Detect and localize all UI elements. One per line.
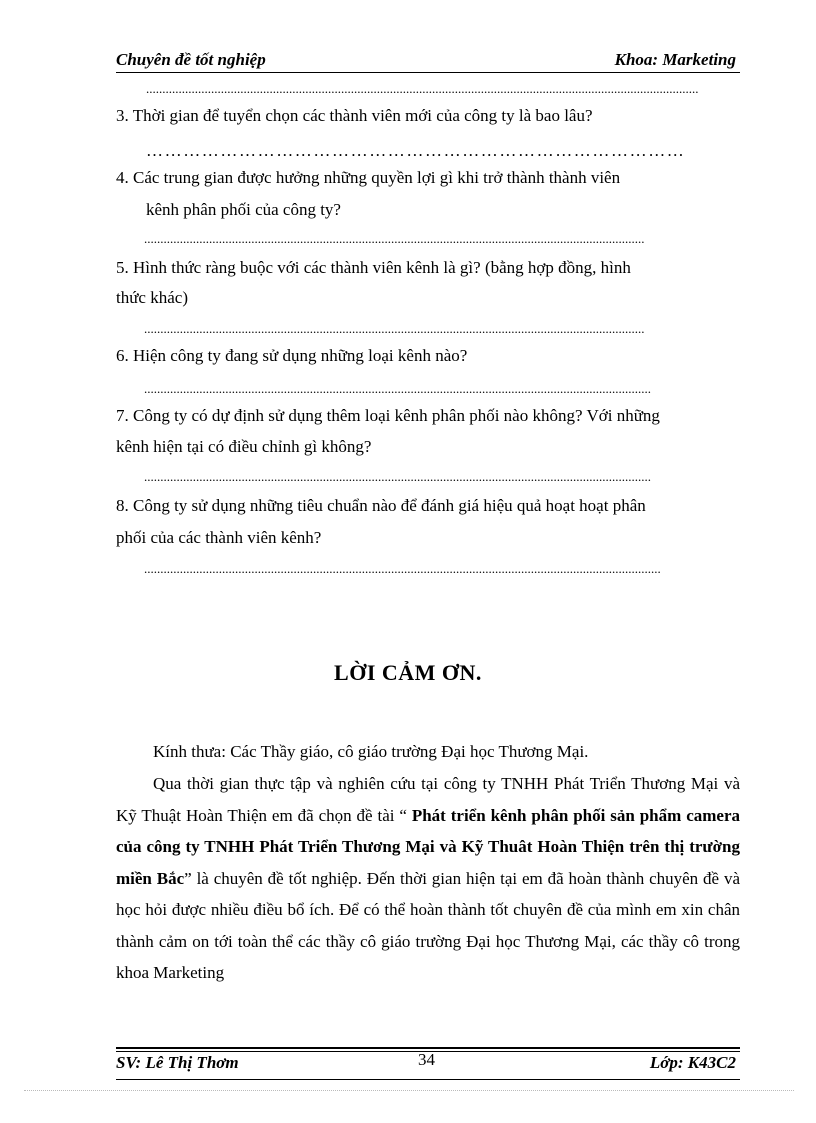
answer-dots: .......................................................................................................................................................... bbox=[144, 232, 645, 245]
footer-rule bbox=[116, 1047, 740, 1049]
body-text-b: ” là chuyên đề tốt nghiệp. Đến thời gian hiện tại em đã hoàn thành chuyên đề và học hỏi được nhiều điều bổ ích. Để có thể hoàn thành tốt chuyên đề của mình em xin chân thành cảm on tới toàn thể các thầy cô giáo trường Đại học Thương Mại, các thầy cô trong khoa Marketing bbox=[116, 868, 740, 982]
question-8-line-1: 8. Công ty sử dụng những tiêu chuẩn nào để đánh giá hiệu quả hoạt hoạt phân bbox=[116, 496, 646, 515]
answer-dots: ............................................................................................................................................................... bbox=[144, 562, 661, 575]
question-7-line-1: 7. Công ty có dự định sử dụng thêm loại kênh phân phối nào không? Với những bbox=[116, 406, 660, 425]
answer-dots: ............................................................................................................................................................ bbox=[144, 470, 651, 483]
thesis-title: Phát triển kênh phân phối sản phẩm camera của công ty TNHH Phát Triển Thương Mại và Kỹ Thuât Hoàn Thiện trên thị trường miền Bắc bbox=[116, 805, 740, 888]
answer-dots: …………………………………………………………………………… bbox=[146, 144, 686, 157]
header-rule bbox=[116, 72, 740, 73]
section-title: LỜI CẢM ƠN. bbox=[334, 660, 482, 685]
answer-dots: ............................................................................................................................................................ bbox=[144, 382, 651, 395]
page-number: 34 bbox=[418, 1050, 435, 1069]
question-8-line-2: phối của các thành viên kênh? bbox=[116, 528, 322, 547]
question-6: 6. Hiện công ty đang sử dụng những loại kênh nào? bbox=[116, 346, 468, 365]
header-right: Khoa: Marketing bbox=[614, 50, 736, 69]
question-5-line-1: 5. Hình thức ràng buộc với các thành viên kênh là gì? (bằng hợp đồng, hình bbox=[116, 258, 631, 277]
question-4-line-1: 4. Các trung gian được hưởng những quyền lợi gì khi trở thành thành viên bbox=[116, 168, 621, 187]
body-paragraph bbox=[116, 768, 740, 989]
answer-dots: .......................................................................................................................................................... bbox=[144, 322, 645, 335]
answer-dots: .......................................................................................................................................................................... bbox=[146, 82, 699, 95]
page-footer bbox=[116, 1050, 740, 1079]
footer-bottom-rule bbox=[116, 1079, 740, 1080]
question-7-line-2: kênh hiện tại có điều chỉnh gì không? bbox=[116, 437, 372, 456]
salutation-paragraph bbox=[116, 736, 740, 768]
footer-class: Lớp: K43C2 bbox=[649, 1053, 736, 1072]
page-header bbox=[116, 48, 740, 72]
question-3: 3. Thời gian để tuyển chọn các thành viên mới của công ty là bao lâu? bbox=[116, 106, 593, 125]
header-left: Chuyên đề tốt nghiệp bbox=[116, 50, 266, 69]
footer-author: SV: Lê Thị Thơm bbox=[116, 1053, 239, 1072]
question-4-line-2: kênh phân phối của công ty? bbox=[146, 200, 341, 219]
body-text-a: Qua thời gian thực tập và nghiên cứu tại công ty TNHH Phát Triển Thương Mại và Kỹ Thuật Hoàn Thiện em đã chọn đề tài “ bbox=[116, 774, 740, 825]
salutation-text: Kính thưa: Các Thầy giáo, cô giáo trường Đại học Thương Mại. bbox=[153, 742, 589, 761]
page-edge-dots bbox=[24, 1090, 794, 1091]
question-5-line-2: thức khác) bbox=[116, 288, 188, 307]
